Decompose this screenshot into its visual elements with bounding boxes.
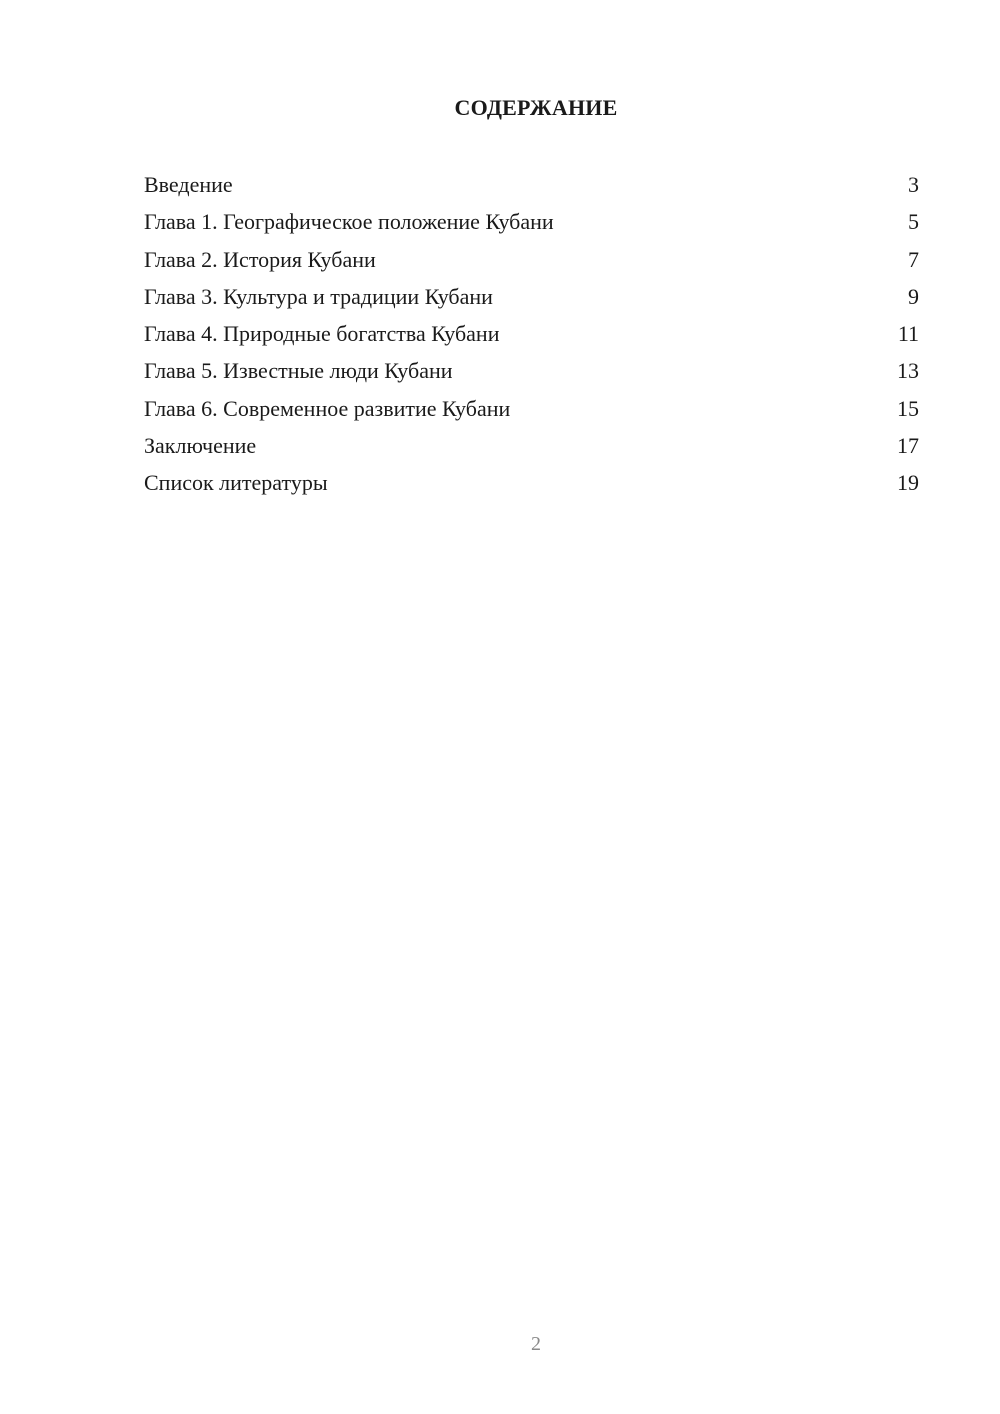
page-title: СОДЕРЖАНИЕ xyxy=(454,95,618,120)
toc-entry-page: 19 xyxy=(897,470,919,496)
toc-entry-page: 7 xyxy=(908,246,919,272)
toc-entry-label: Глава 1. Географическое положение Кубани xyxy=(144,209,554,235)
toc-entry-label: Глава 4. Природные богатства Кубани xyxy=(144,321,500,347)
page-number: 2 xyxy=(531,1333,541,1355)
toc-entry-bibliography xyxy=(144,467,919,504)
toc-entry-page: 3 xyxy=(908,172,919,197)
toc-entry-page: 15 xyxy=(897,395,919,421)
toc-entry-label: Глава 3. Культура и традиции Кубани xyxy=(144,283,493,309)
toc-entry-label: Глава 5. Известные люди Кубани xyxy=(144,358,453,384)
toc-entry-page: 17 xyxy=(897,433,919,459)
toc-entry-page: 5 xyxy=(908,209,919,235)
toc-entry-chapter-6 xyxy=(144,393,919,430)
toc-entry-chapter-5 xyxy=(144,355,919,392)
table-of-contents xyxy=(144,169,919,505)
toc-entry-label: Глава 2. История Кубани xyxy=(144,246,376,272)
toc-entry-page: 13 xyxy=(897,358,919,384)
toc-entry-chapter-3 xyxy=(144,281,919,318)
toc-entry-chapter-1 xyxy=(144,206,919,243)
toc-entry-label: Глава 6. Современное развитие Кубани xyxy=(144,395,511,421)
toc-entry-label: Заключение xyxy=(144,433,257,459)
toc-entry-label: Список литературы xyxy=(144,470,328,496)
toc-entry-introduction xyxy=(144,169,919,206)
toc-entry-page: 9 xyxy=(908,283,919,309)
toc-entry-chapter-4 xyxy=(144,318,919,355)
toc-entry-label: Введение xyxy=(144,172,233,197)
toc-entry-chapter-2 xyxy=(144,244,919,281)
toc-entry-page: 11 xyxy=(897,321,919,347)
toc-entry-conclusion xyxy=(144,430,919,467)
